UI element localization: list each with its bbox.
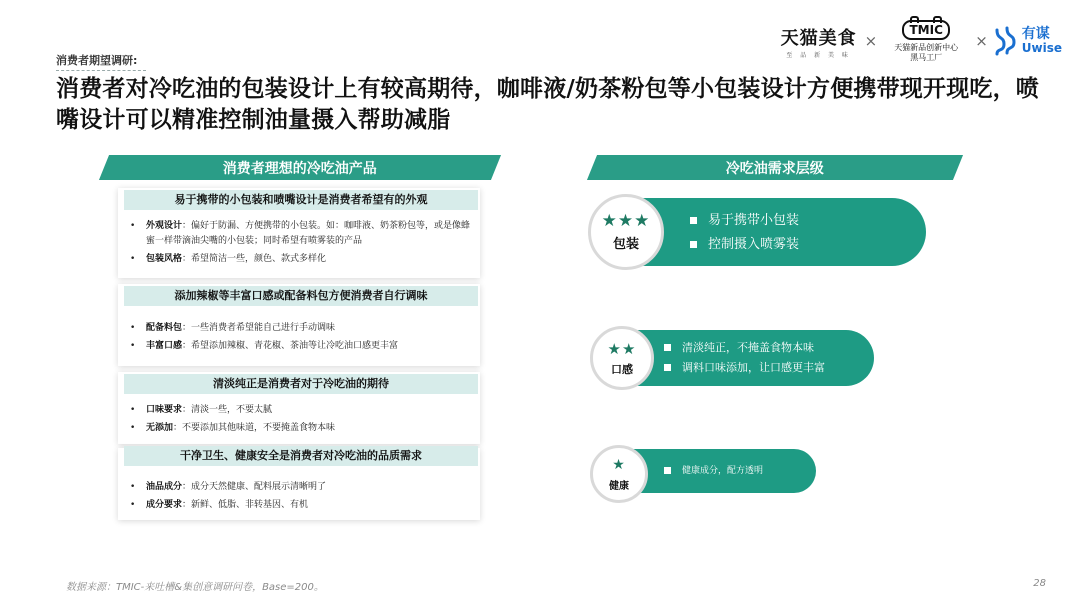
uwise-logo-en: Uwise: [1021, 41, 1062, 55]
list-item-key: 包装风格: [146, 254, 183, 264]
level-name: 口感: [611, 362, 633, 376]
list-item-key: 丰富口感: [146, 341, 183, 351]
times-separator: ×: [864, 32, 878, 50]
tmic-logo-cn-line1: 天猫新品创新中心: [894, 43, 959, 52]
uwise-wave-icon: [994, 26, 1018, 56]
tmic-logo-mark: TMIC: [902, 20, 949, 40]
uwise-logo: [994, 26, 1062, 56]
data-source: 数据来源：TMIC-来吐槽&集创意调研问卷，Base=200。: [66, 582, 324, 593]
tmic-logo-cn-line2: 黑马工厂: [910, 53, 943, 62]
level-item: 控制摄入喷雾装: [690, 233, 799, 257]
partner-logos: [779, 16, 1062, 66]
level-badge-health: [590, 445, 648, 503]
list-item: [130, 252, 474, 267]
page-title: 消费者对冷吃油的包装设计上有较高期待，咖啡液/奶茶粉包等小包装设计方便携带现开现吃，喷嘴设计可以精准控制油量摄入帮助减脂: [56, 76, 1040, 133]
demand-level-banner-label: 冷吃油需求层级: [726, 160, 824, 177]
list-item-key: 无添加: [146, 423, 174, 433]
list-item-key: 油品成分: [146, 482, 183, 492]
group-heading-quality: 干净卫生、健康安全是消费者对冷吃油的品质需求: [124, 446, 478, 466]
level-item: 调料口味添加，让口感更丰富: [664, 358, 825, 378]
section-label: 消费者期望调研:: [56, 52, 146, 71]
list-item: [130, 219, 474, 249]
group-heading-flavor-add: 添加辣椒等丰富口感或配备料包方便消费者自行调味: [124, 286, 478, 306]
list-item-text: ：希望添加辣椒、青花椒、茶油等让冷吃油口感更丰富: [182, 341, 399, 351]
list-item-text: ：一些消费者希望能自己进行手动调味: [182, 323, 336, 333]
list-item: [130, 339, 474, 354]
list-item: [130, 403, 474, 418]
level-list-health: [664, 462, 763, 480]
list-item-key: 外观设计: [146, 221, 183, 231]
list-item-text: ：清淡一些，不要太腻: [182, 405, 273, 415]
list-item-text: ：新鲜、低脂、非转基因、有机: [182, 500, 309, 510]
level-name: 包装: [612, 237, 639, 252]
list-item-key: 配备料包: [146, 323, 183, 333]
tmall-food-logo: [779, 24, 859, 59]
list-item-key: 口味要求: [146, 405, 183, 415]
group-heading-light-taste: 清淡纯正是消费者对于冷吃油的期待: [124, 374, 478, 394]
list-item: [130, 480, 474, 495]
tmic-logo: [883, 20, 969, 62]
group-heading-packaging: 易于携带的小包装和喷嘴设计是消费者希望有的外观: [124, 190, 478, 210]
level-badge-packaging: [588, 194, 664, 270]
level-list-taste: [664, 338, 825, 378]
level-name: 健康: [609, 481, 629, 492]
page-number: 28: [1033, 578, 1046, 589]
ideal-product-banner-label: 消费者理想的冷吃油产品: [223, 160, 377, 177]
list-item-key: 成分要求: [146, 500, 183, 510]
star-rating-icon: ★★★: [601, 211, 651, 231]
list-item-text: ：不要添加其他味道，不要掩盖食物本味: [173, 423, 336, 433]
level-badge-taste: [590, 326, 654, 390]
group-list-light-taste: [130, 403, 474, 439]
ideal-product-banner: [99, 155, 501, 180]
level-item: 健康成分，配方透明: [664, 462, 763, 480]
list-item: [130, 321, 474, 336]
list-item-text: ：成分天然健康、配料展示清晰明了: [182, 482, 327, 492]
level-item: 易于携带小包装: [690, 209, 799, 233]
times-separator-2: ×: [975, 32, 988, 50]
tmall-food-logo-subtext: 至 品 新 美 味: [786, 51, 851, 59]
level-list-packaging: [690, 209, 799, 257]
star-rating-icon: ★: [612, 457, 626, 473]
list-item: [130, 421, 474, 436]
uwise-logo-cn: 有谋: [1021, 26, 1050, 42]
group-list-packaging: [130, 219, 474, 270]
star-rating-icon: ★★: [607, 339, 637, 358]
demand-level-banner: [587, 155, 963, 180]
level-item: 清淡纯正，不掩盖食物本味: [664, 338, 825, 358]
group-list-flavor-add: [130, 321, 474, 357]
list-item-text: ：希望简洁一些，颜色、款式多样化: [182, 254, 327, 264]
group-list-quality: [130, 480, 474, 516]
tmall-food-logo-text: 天猫美食: [780, 27, 857, 49]
list-item: [130, 498, 474, 513]
list-item-text: ：偏好于防漏、方便携带的小包装。如：咖啡液、奶茶粉包等，或是像蜂蜜一样带滴油尖嘴的小包装；同时希望有喷雾装的产品: [146, 221, 471, 246]
